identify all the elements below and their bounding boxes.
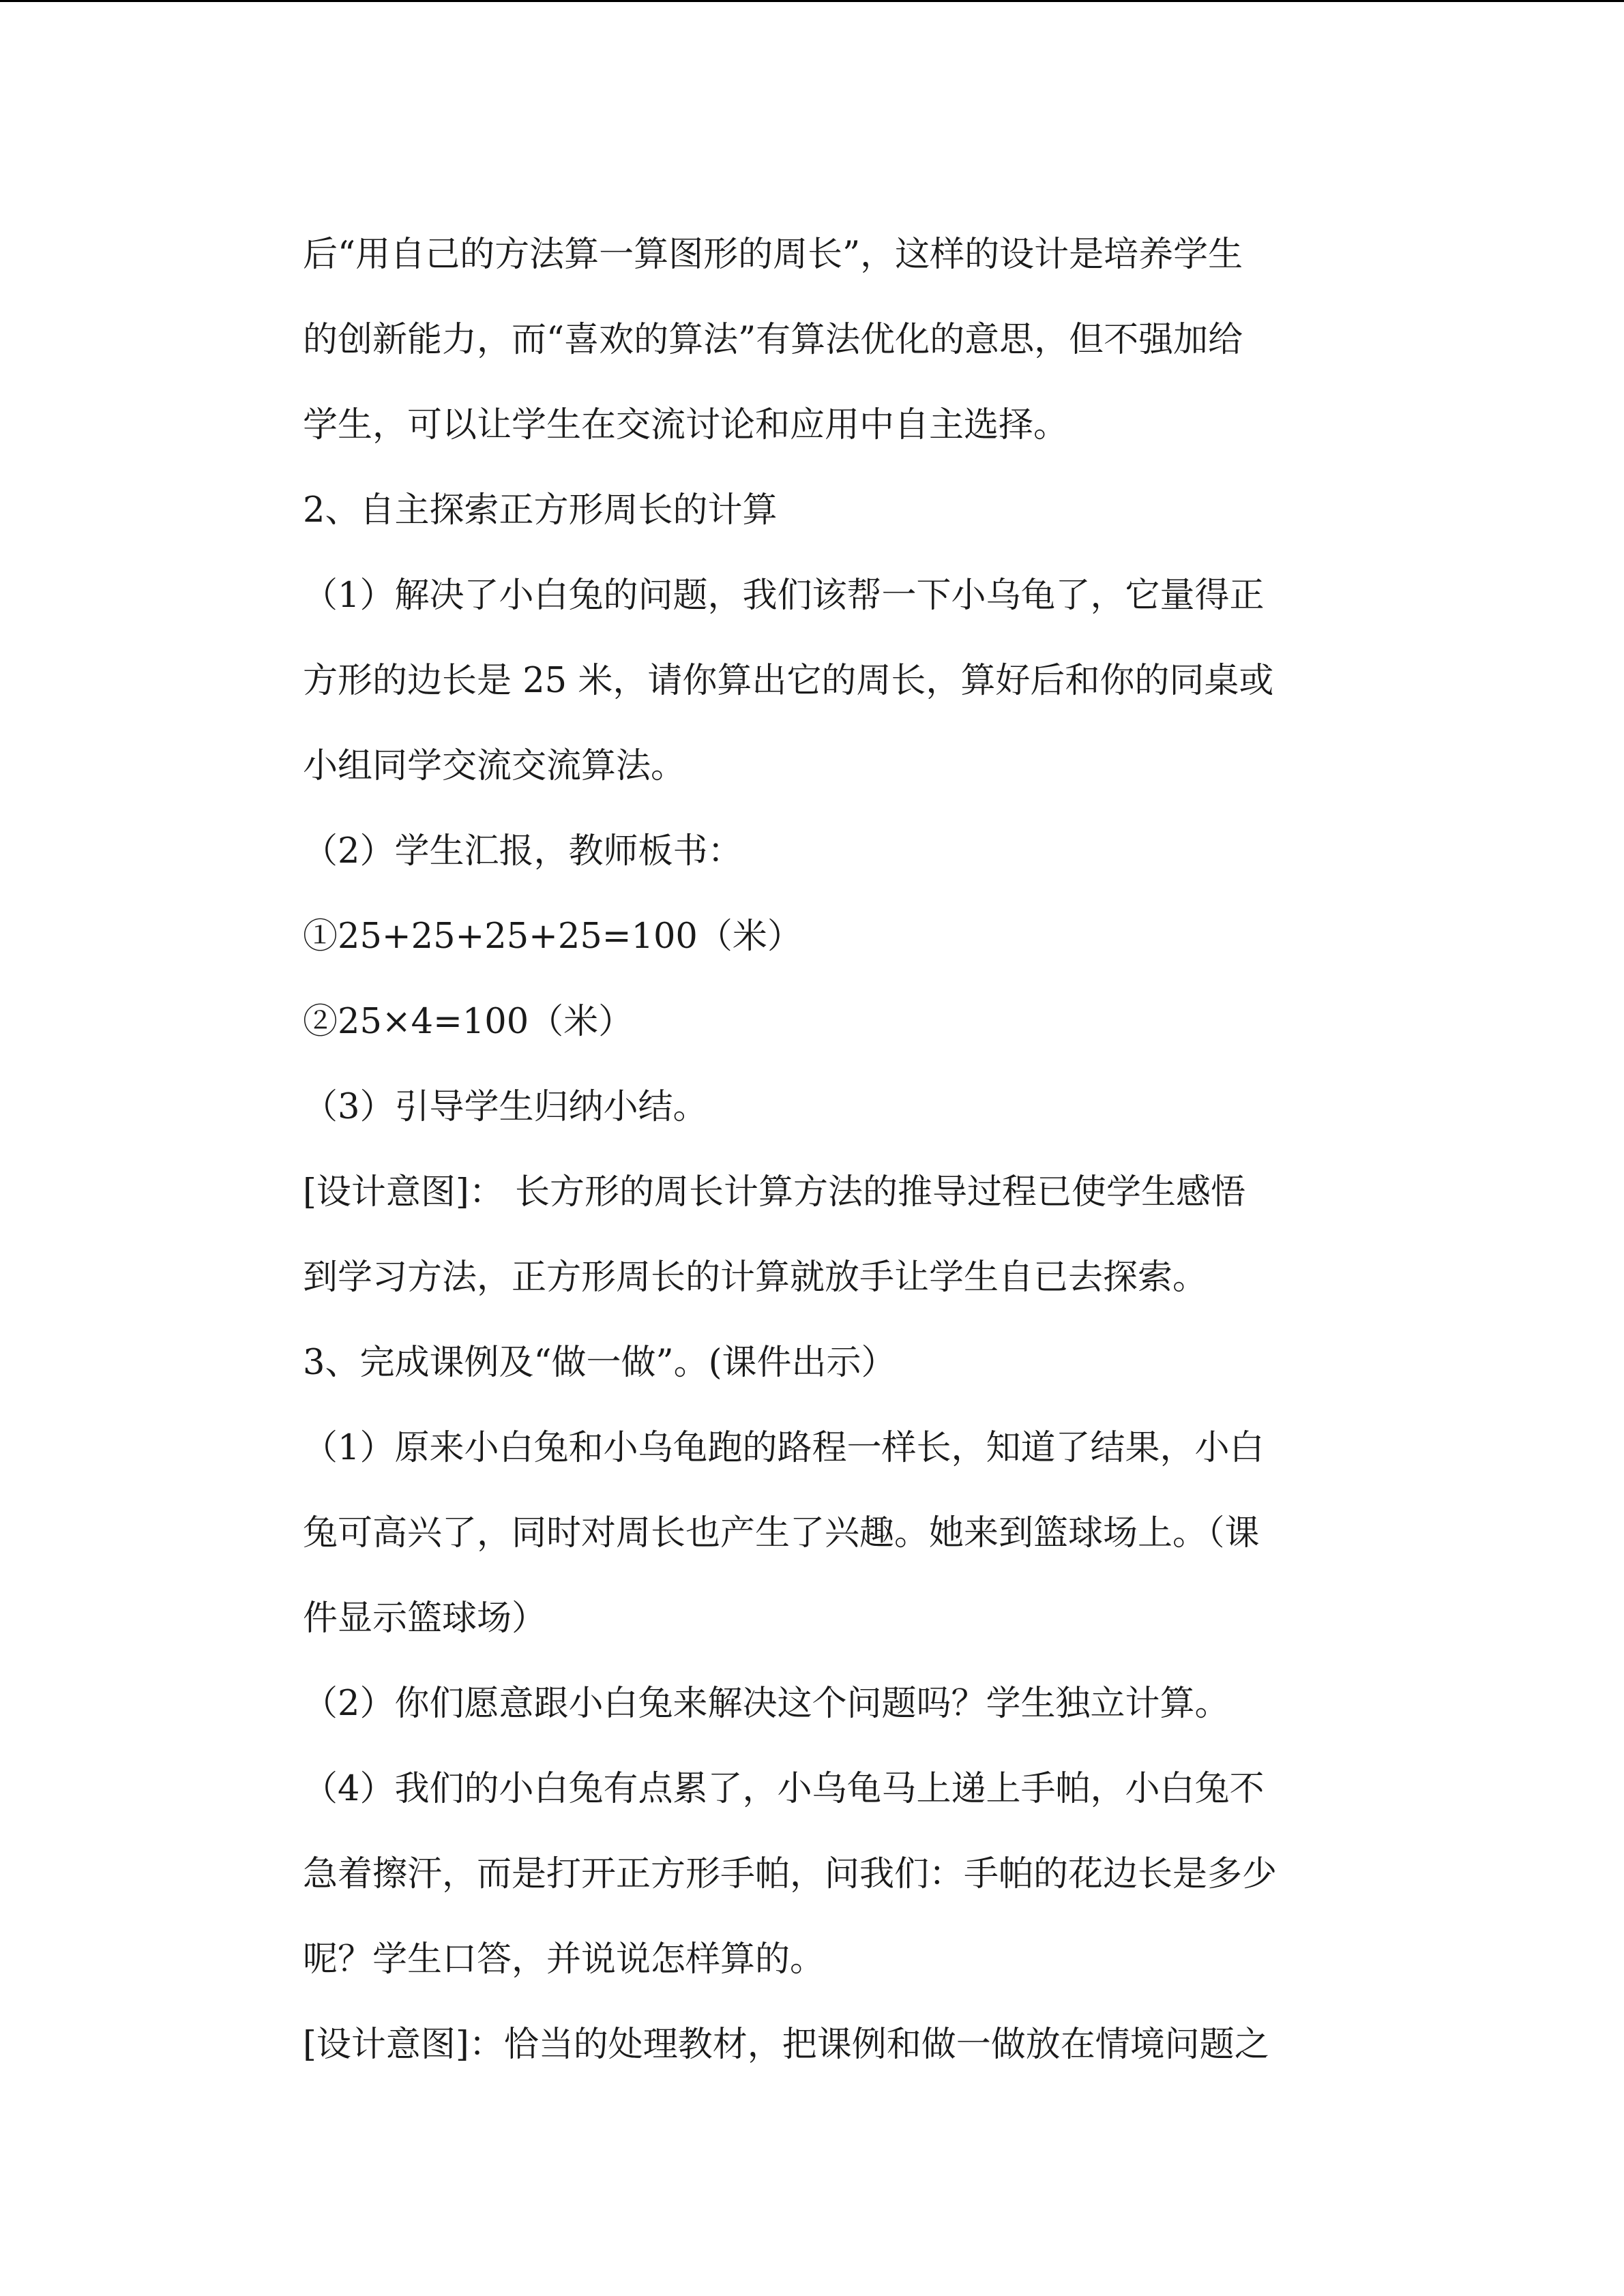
text-line: （1）解决了小白兔的问题，我们该帮一下小乌龟了，它量得正: [303, 576, 1265, 616]
text-line: （1）原来小白兔和小乌龟跑的路程一样长，知道了结果，小白: [303, 1428, 1265, 1468]
design-intent-line: [设计意图]： 长方形的周长计算方法的推导过程已使学生感悟: [303, 1172, 1246, 1212]
text-line: 方形的边长是 25 米，请你算出它的周长，算好后和你的同桌或: [303, 661, 1274, 701]
formula-line: ②25×4=100（米）: [303, 1002, 634, 1042]
text-line: 呢？学生口答，并说说怎样算的。: [303, 1939, 825, 1980]
text-line: 到学习方法，正方形周长的计算就放手让学生自已去探索。: [303, 1257, 1208, 1298]
text-line: 小组同学交流交流算法。: [303, 746, 686, 786]
formula-line: ①25+25+25+25=100（米）: [303, 916, 802, 957]
text-line: 的创新能力，而“喜欢的算法”有算法优化的意思，但不强加给: [303, 320, 1243, 360]
text-line: （2）学生汇报，教师板书：: [303, 831, 743, 871]
text-line: 学生，可以让学生在交流讨论和应用中自主选择。: [303, 405, 1069, 445]
section-heading: 3、完成课例及“做一做”。(课件出示）: [303, 1343, 896, 1383]
design-intent-line: [设计意图]：恰当的处理教材，把课例和做一做放在情境问题之: [303, 2025, 1269, 2065]
text-line: 急着擦汗，而是打开正方形手帕，问我们：手帕的花边长是多少: [303, 1854, 1278, 1894]
text-line: 件显示篮球场）: [303, 1598, 547, 1639]
document-body: [303, 212, 1387, 2087]
text-line: （2）你们愿意跟小白兔来解决这个问题吗？学生独立计算。: [303, 1684, 1230, 1724]
text-line: （3）引导学生归纳小结。: [303, 1087, 708, 1127]
text-line: 兔可高兴了，同时对周长也产生了兴趣。她来到篮球场上。（课: [303, 1513, 1260, 1553]
text-line: 后“用自己的方法算一算图形的周长”，这样的设计是培养学生: [303, 235, 1243, 275]
section-heading: 2、自主探索正方形周长的计算: [303, 490, 778, 531]
text-line: （4）我们的小白兔有点累了，小乌龟马上递上手帕，小白兔不: [303, 1769, 1265, 1809]
